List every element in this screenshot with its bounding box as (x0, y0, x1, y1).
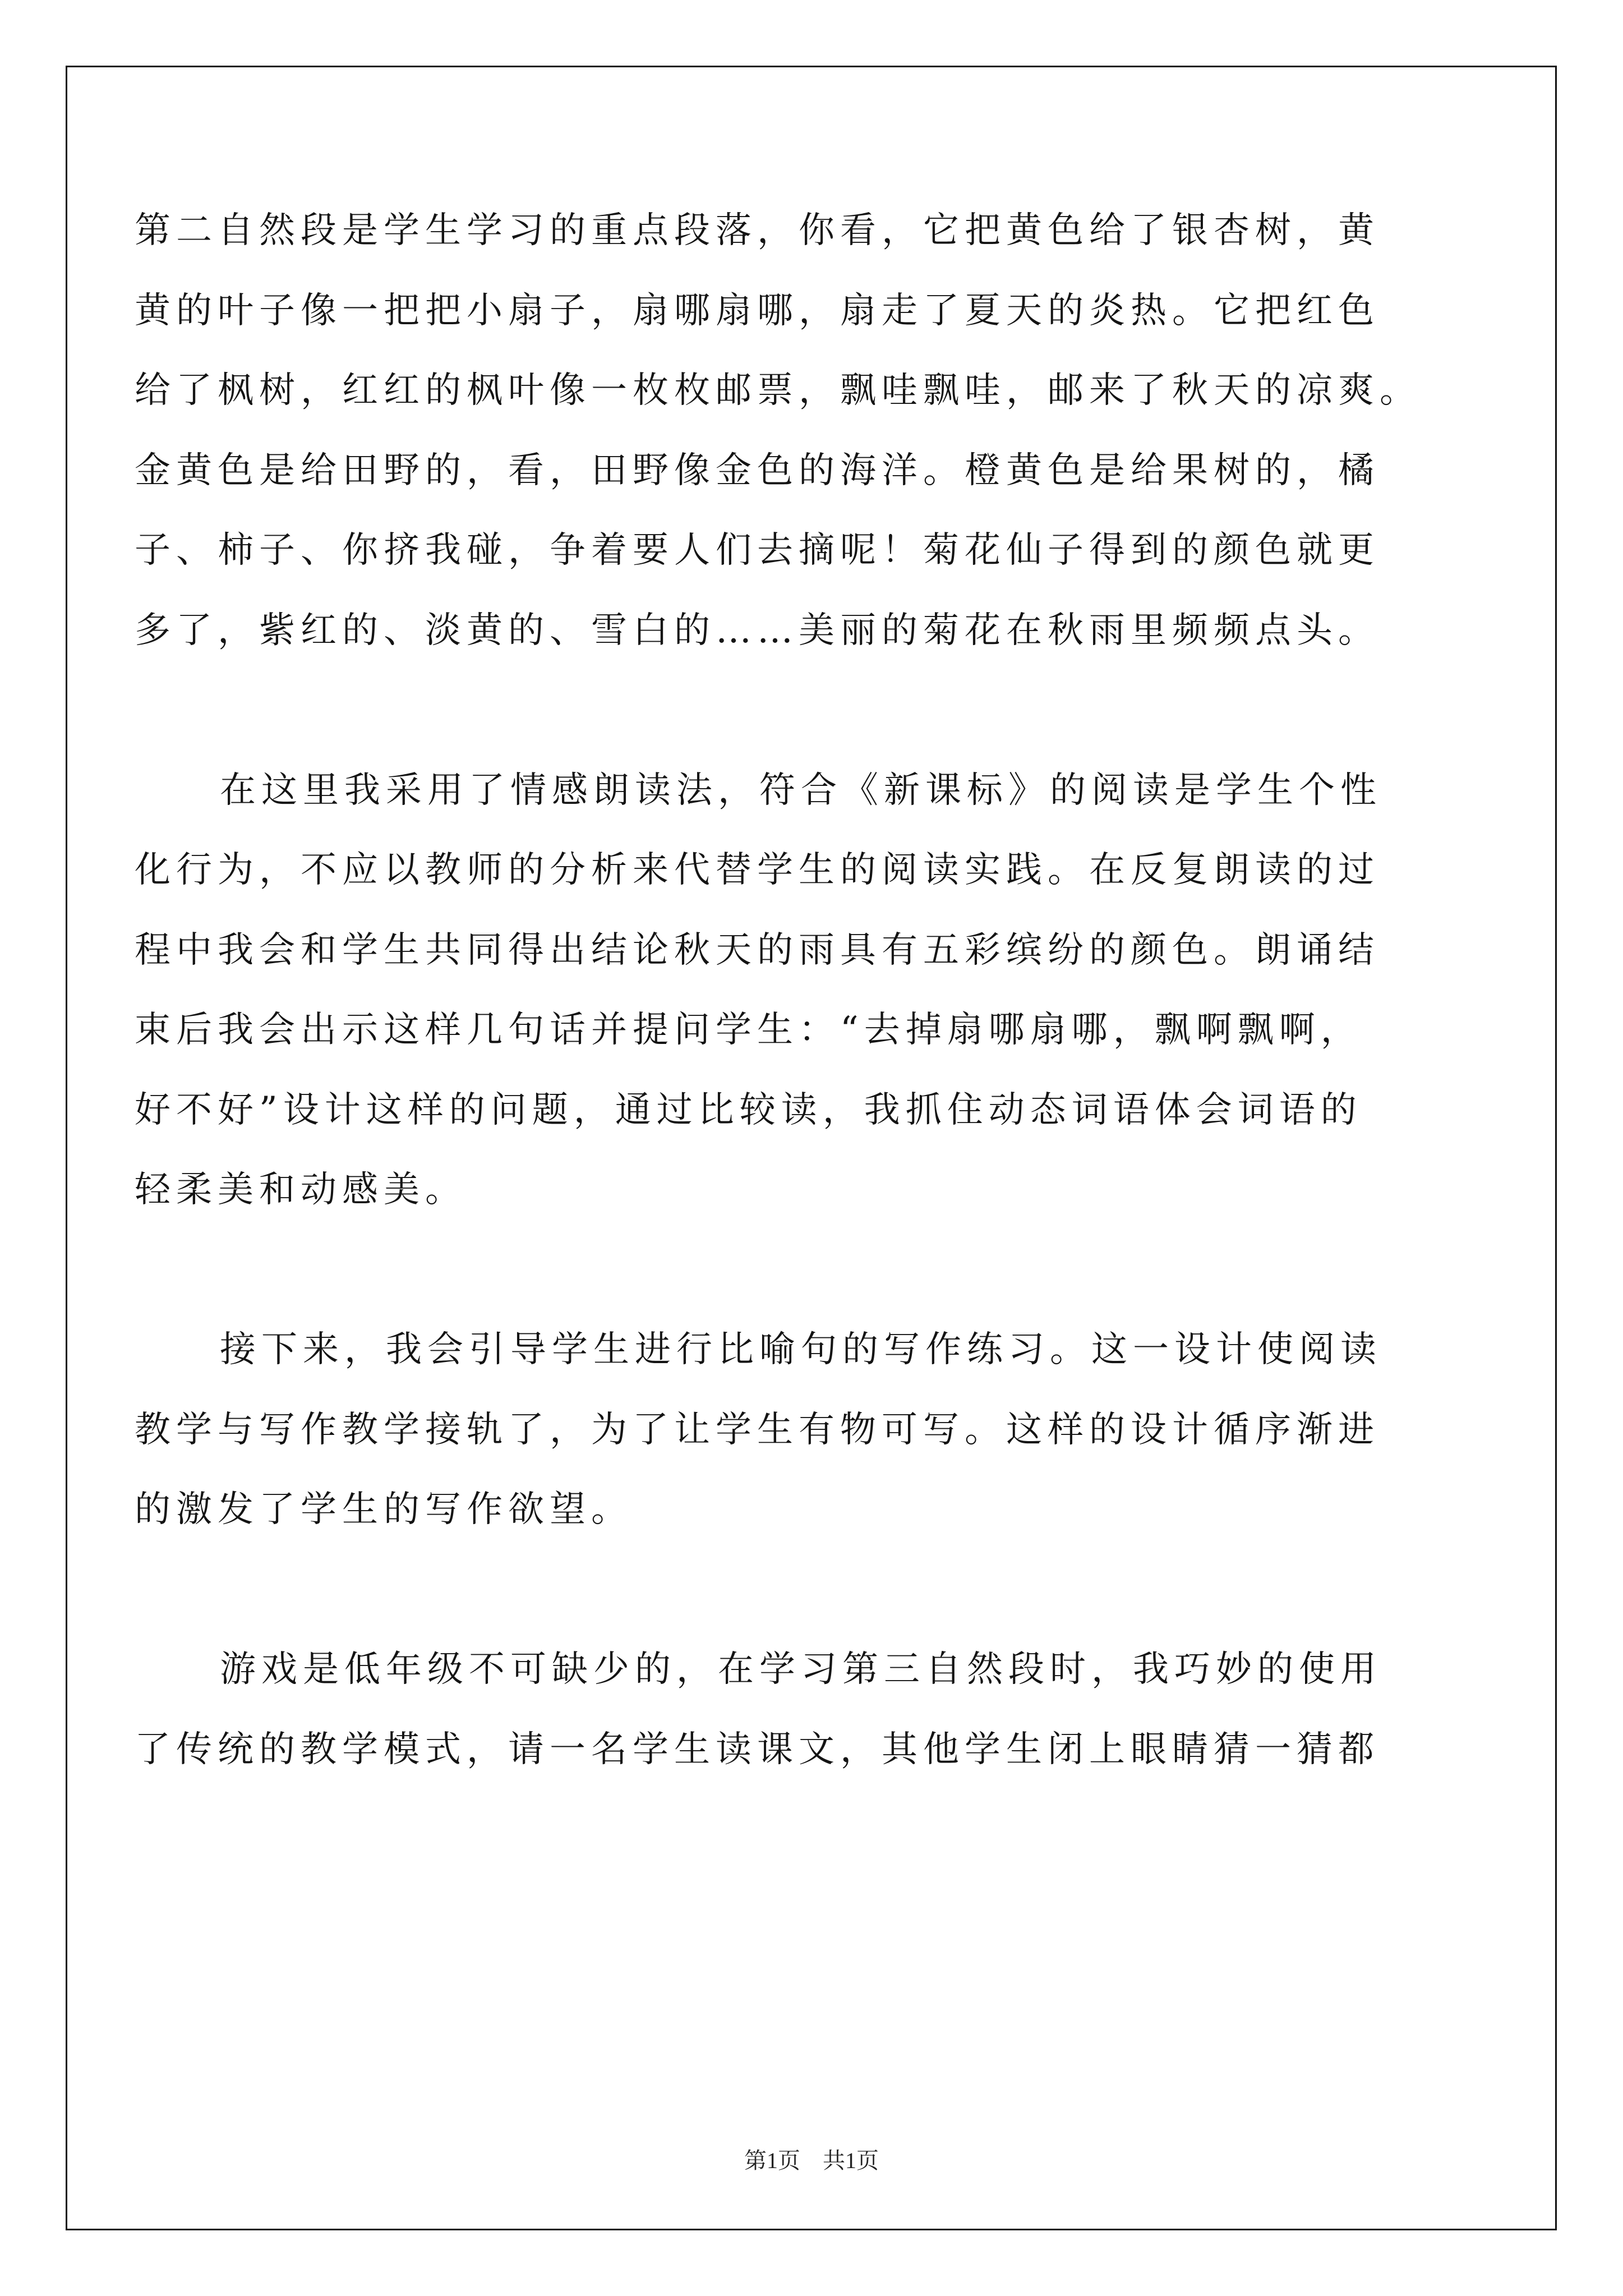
paragraph-2 (135, 751, 1486, 1230)
paragraph-4 (135, 1630, 1486, 1789)
text-line: 黄的叶子像一把把小扇子，扇哪扇哪，扇走了夏天的炎热。它把红色 (135, 289, 1380, 332)
text-line: 给了枫树，红红的枫叶像一枚枚邮票，飘哇飘哇，邮来了秋天的凉爽。 (135, 370, 1421, 411)
text-line: 程中我会和学生共同得出结论秋天的雨具有五彩缤纷的颜色。朗诵结 (135, 929, 1380, 971)
text-line: 接下来，我会引导学生进行比喻句的写作练习。这一设计使阅读 (220, 1329, 1382, 1370)
text-line: 的激发了学生的写作欲望。 (135, 1489, 633, 1530)
page-number: 第1页 共1页 (744, 2148, 879, 2173)
text-line: 了传统的教学模式，请一名学生读课文，其他学生闭上眼睛猜一猜都 (135, 1728, 1380, 1770)
text-line: 在这里我采用了情感朗读法，符合《新课标》的阅读是学生个性 (220, 769, 1382, 811)
text-line: 第二自然段是学生学习的重点段落，你看，它把黄色给了银杏树，黄 (135, 210, 1380, 251)
text-line: 轻柔美和动感美。 (135, 1169, 467, 1211)
text-line: 教学与写作教学接轨了，为了让学生有物可写。这样的设计循序渐进 (135, 1409, 1380, 1451)
document-body (135, 191, 1486, 1870)
page-footer (0, 2143, 1623, 2175)
text-line: 金黄色是给田野的，看，田野像金色的海洋。橙黄色是给果树的，橘 (135, 449, 1380, 491)
text-line: 子、柿子、你挤我碰，争着要人们去摘呢！菊花仙子得到的颜色就更 (135, 530, 1380, 571)
text-line: 多了，紫红的、淡黄的、雪白的……美丽的菊花在秋雨里频频点头。 (135, 609, 1380, 651)
paragraph-1 (135, 191, 1486, 670)
text-line: 游戏是低年级不可缺少的，在学习第三自然段时，我巧妙的使用 (220, 1649, 1382, 1690)
text-line: 束后我会出示这样几句话并提问学生：“去掉扇哪扇哪，飘啊飘啊， (135, 1009, 1362, 1051)
paragraph-3 (135, 1310, 1486, 1550)
text-line: 化行为，不应以教师的分析来代替学生的阅读实践。在反复朗读的过 (135, 849, 1380, 891)
text-line: 好不好”设计这样的问题，通过比较读，我抓住动态词语体会词语的 (135, 1089, 1362, 1131)
